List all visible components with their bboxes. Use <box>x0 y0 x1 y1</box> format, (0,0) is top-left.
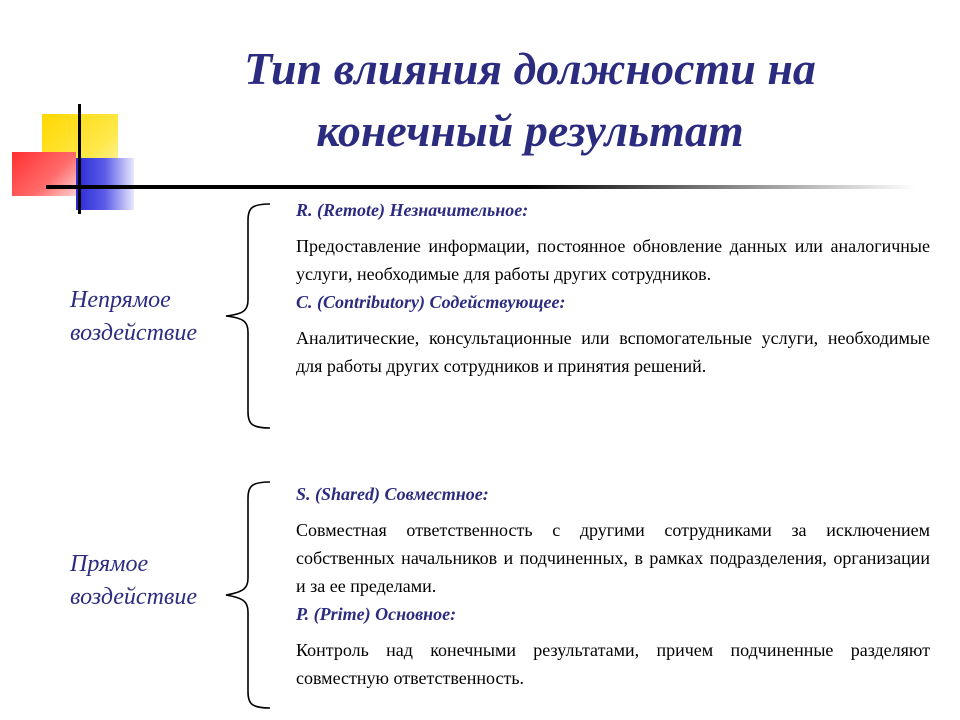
curly-brace-bottom <box>222 478 282 712</box>
group-label-line-1: Прямое <box>70 551 149 577</box>
group-label-line-2: воздействие <box>70 320 197 346</box>
slide-title-line-2: конечный результат <box>316 105 744 156</box>
item-description-shared: Совместная ответственность с другими сотрудниками за исключением собственных начальников и подчиненных, в рамках подразделения, организации и за ее пределами. <box>296 520 930 596</box>
curly-brace-top <box>222 200 282 432</box>
decor-blue-square <box>76 158 134 210</box>
item-description-contributory: Аналитические, консультационные или вспомогательные услуги, необходимые для работы других сотрудников и принятия решений. <box>296 328 930 376</box>
slide-title <box>130 38 930 162</box>
group-direct-content <box>296 482 930 692</box>
slide-title-line-1: Тип влияния должности на <box>244 43 816 94</box>
decor-horizontal-rule <box>46 185 916 189</box>
decor-vertical-line <box>78 104 81 214</box>
item-heading-remote: R. (Remote) Незначительное: <box>296 200 529 220</box>
group-label-line-1: Непрямое <box>70 287 171 313</box>
group-label-line-2: воздействие <box>70 584 197 610</box>
item-description-prime: Контроль над конечными результатами, причем подчиненные разделяют совместную ответственность. <box>296 640 930 688</box>
group-label-indirect <box>70 284 197 350</box>
item-heading-contributory: C. (Contributory) Содействующее: <box>296 292 566 312</box>
group-label-direct <box>70 548 197 614</box>
item-description-remote: Предоставление информации, постоянное обновление данных или аналогичные услуги, необходимые для работы других сотрудников. <box>296 236 930 284</box>
group-indirect-content <box>296 198 930 380</box>
decor-red-rectangle <box>12 152 76 196</box>
item-heading-shared: S. (Shared) Совместное: <box>296 484 489 504</box>
item-heading-prime: P. (Prime) Основное: <box>296 604 457 624</box>
